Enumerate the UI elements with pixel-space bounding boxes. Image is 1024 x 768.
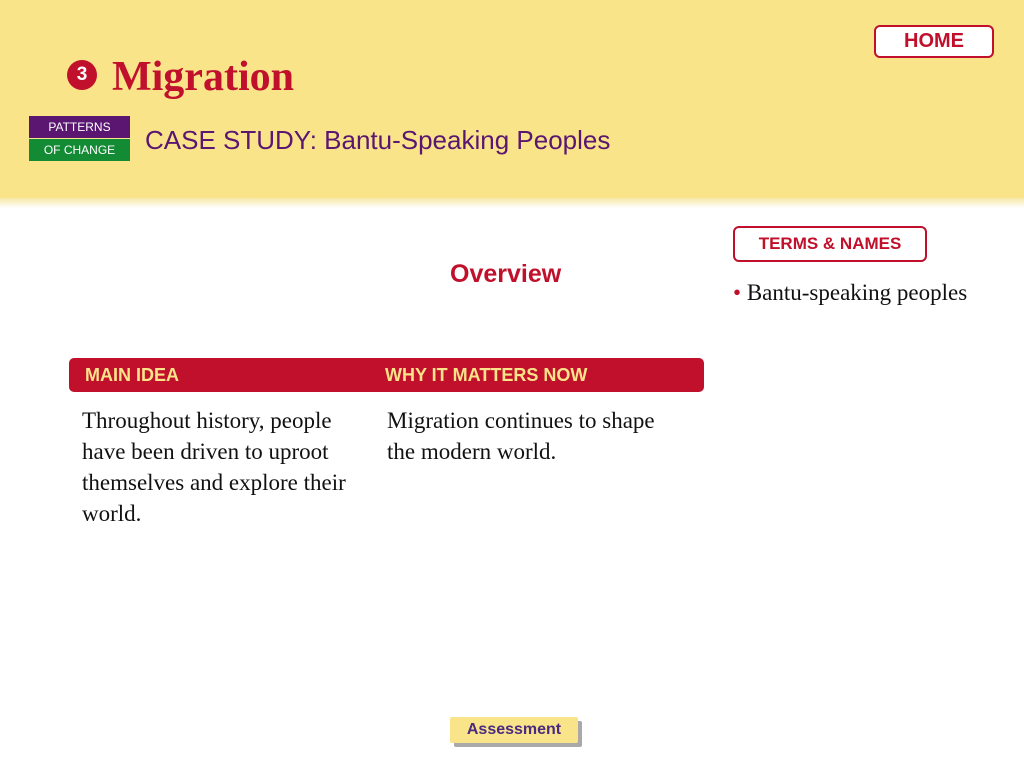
patterns-of-change-tag-bottom: OF CHANGE	[29, 139, 130, 161]
idea-header-bar	[69, 358, 704, 392]
why-it-matters-text: Migration continues to shape the modern world.	[387, 408, 655, 464]
bullet-icon: •	[733, 280, 742, 305]
terms-list-item[interactable]	[733, 280, 967, 306]
term-label: Bantu-speaking peoples	[746, 280, 968, 305]
section-number-badge: 3	[67, 60, 97, 90]
terms-and-names-button[interactable]: TERMS & NAMES	[733, 226, 927, 262]
home-button[interactable]: HOME	[874, 25, 994, 58]
header-fade	[0, 198, 1024, 208]
assessment-button[interactable]: Assessment	[450, 717, 578, 743]
overview-heading: Overview	[450, 260, 562, 288]
assessment-button-wrapper	[450, 717, 582, 747]
terms-list	[733, 280, 967, 306]
why-it-matters-label: WHY IT MATTERS NOW	[385, 364, 588, 385]
case-study-title: CASE STUDY: Bantu-Speaking Peoples	[145, 125, 611, 155]
page-title: Migration	[112, 54, 294, 100]
main-idea-label: MAIN IDEA	[85, 364, 179, 385]
patterns-of-change-tag-top: PATTERNS	[29, 116, 130, 138]
main-idea-text: Throughout history, people have been driven to uproot themselves and explore their world.	[82, 408, 346, 526]
